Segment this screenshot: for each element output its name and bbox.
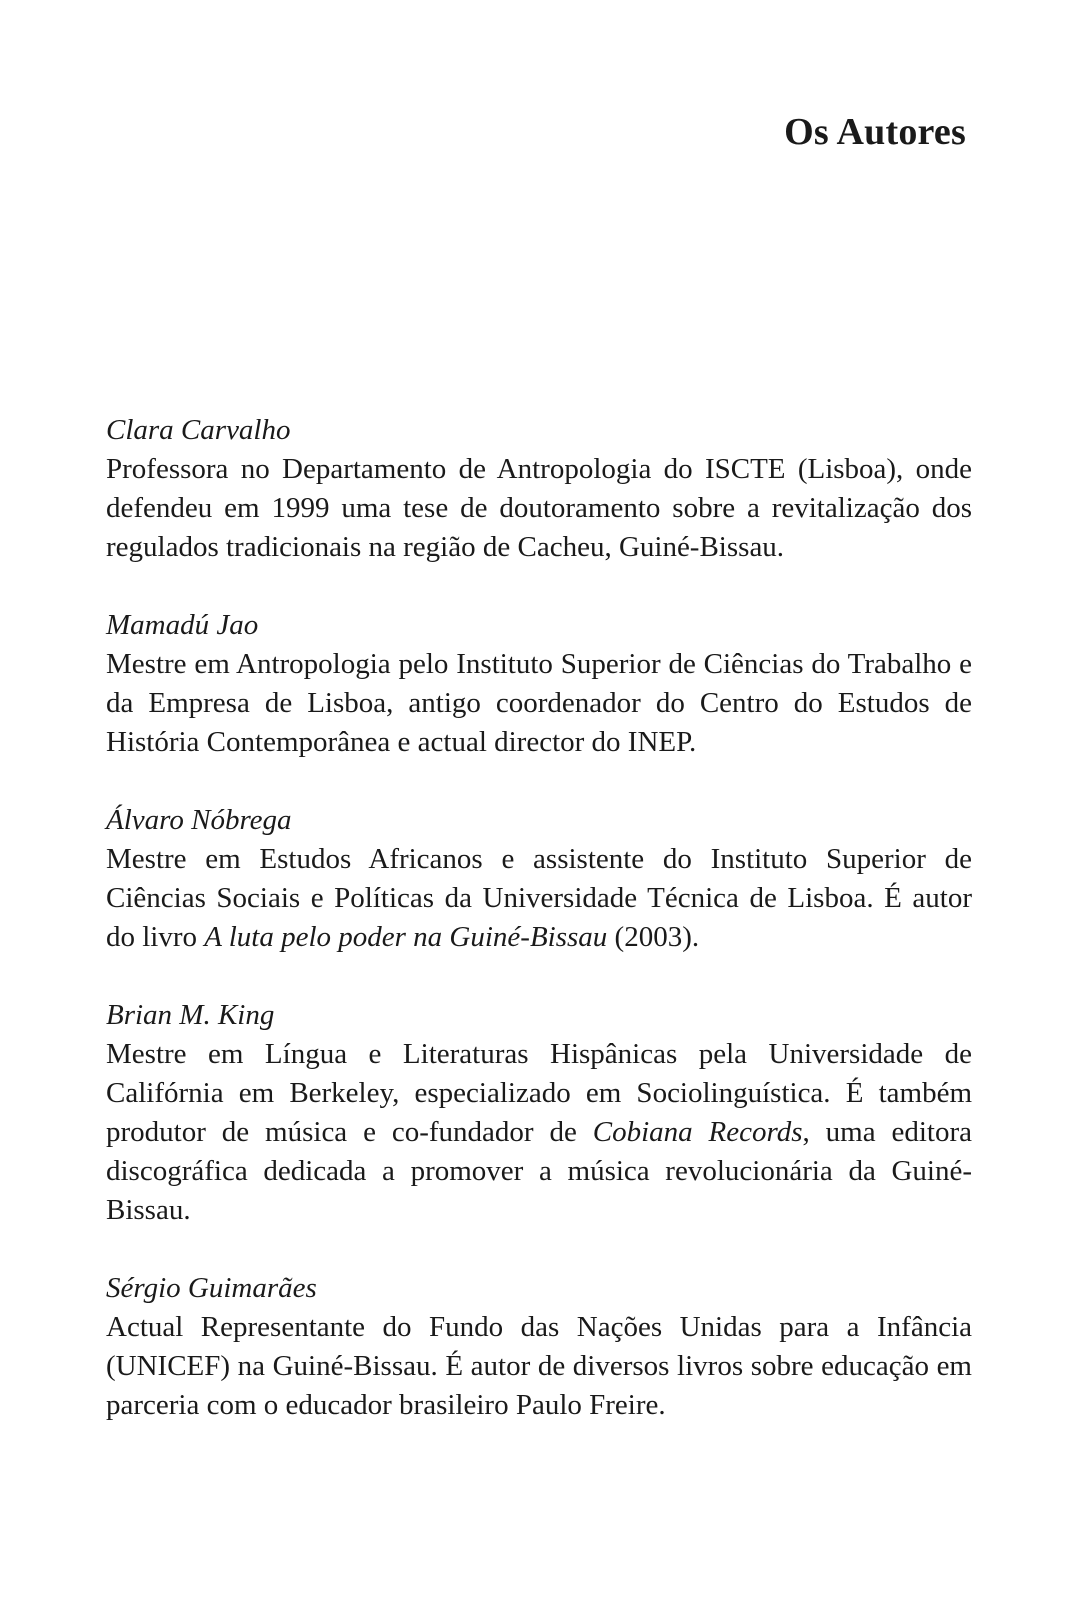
author-name: Clara Carvalho [106,414,291,446]
record-label-name: Cobiana Records [592,1116,803,1148]
authors-list [106,410,972,1463]
author-bio [106,1035,972,1230]
bio-text: , uma editora discográfica dedicada a promover a música revolucionária da Guiné-Bissau. [106,1116,972,1226]
author-bio [106,840,972,957]
author-entry-alvaro-nobrega [106,800,972,957]
bio-text: Mestre em Língua e Literaturas Hispânicas pela Universidade de Califórnia em Berkeley, especializado em Sociolinguística. É também produtor de música e co-fundador de [106,1038,972,1148]
author-name: Brian M. King [106,999,275,1031]
author-bio: Professora no Departamento de Antropologia do ISCTE (Lisboa), onde defendeu em 1999 uma tese de doutoramento sobre a revitalização dos regulados tradicionais na região de Cacheu, Guiné-Bissau. [106,453,972,563]
author-entry-brian-m-king [106,995,972,1230]
page-title: Os Autores [784,111,966,153]
author-entry-clara-carvalho [106,410,972,567]
author-name: Álvaro Nóbrega [106,804,292,836]
bio-text: (2003). [607,921,700,953]
book-title: A luta pelo poder na Guiné-Bissau [204,921,608,953]
bio-text: Mestre em Estudos Africanos e assistente do Instituto Superior de Ciências Sociais e Políticas da Universidade Técnica de Lisboa. É autor do livro [106,843,972,953]
author-name: Mamadú Jao [106,609,259,641]
author-bio: Mestre em Antropologia pelo Instituto Superior de Ciências do Trabalho e da Empresa de Lisboa, antigo coordenador do Centro do Estudos de História Contemporânea e actual director do INEP. [106,648,972,758]
author-entry-mamadu-jao [106,605,972,762]
author-bio: Actual Representante do Fundo das Nações Unidas para a Infância (UNICEF) na Guiné-Bissau. É autor de diversos livros sobre educação em parceria com o educador brasileiro Paulo Freire. [106,1311,972,1421]
author-name: Sérgio Guimarães [106,1272,317,1304]
author-entry-sergio-guimaraes [106,1268,972,1425]
